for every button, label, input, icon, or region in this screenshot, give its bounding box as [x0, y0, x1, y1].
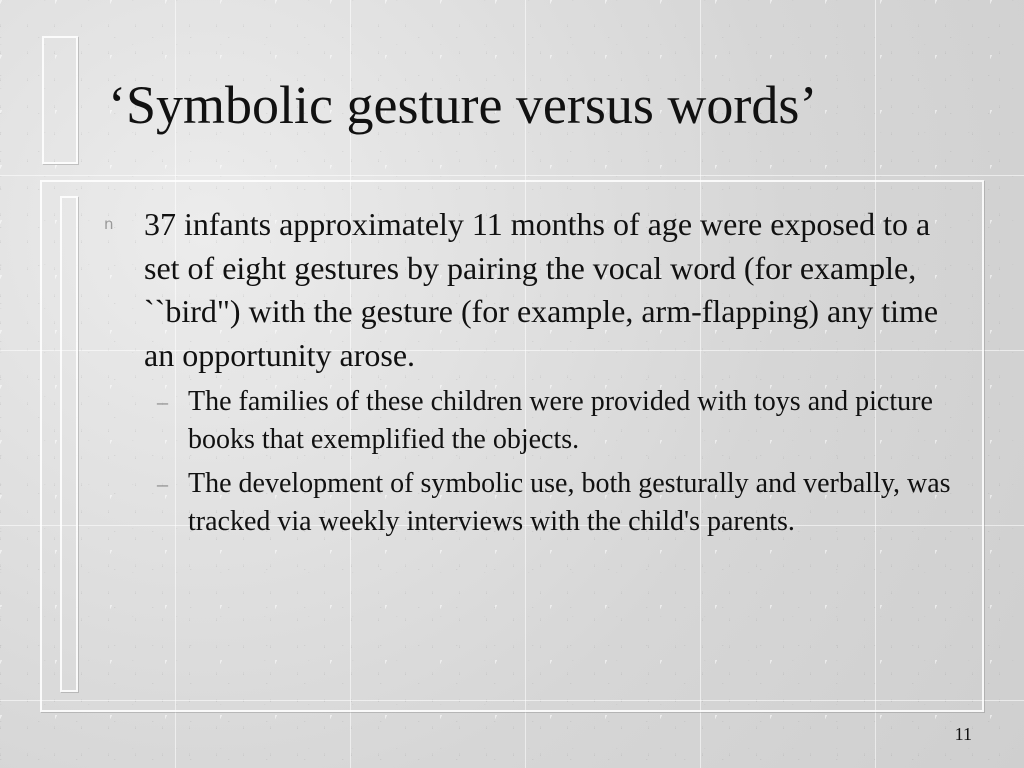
slide-page-number: 11	[954, 724, 972, 744]
bullet-marker: n	[104, 215, 114, 233]
bullet-item	[100, 203, 960, 377]
dash-marker: –	[157, 389, 168, 414]
slide-body	[100, 203, 960, 547]
content-bracket-frame	[60, 196, 78, 692]
dash-marker: –	[157, 471, 168, 496]
sub-bullet-text: The families of these children were provided with toys and picture books that exemplified the objects.	[188, 386, 933, 455]
sub-bullet-item	[100, 465, 960, 540]
sub-bullet-text: The development of symbolic use, both gesturally and verbally, was tracked via weekly interviews with the child's parents.	[188, 468, 951, 537]
sub-bullet-list	[100, 383, 960, 540]
sub-bullet-item	[100, 383, 960, 458]
texture-seam	[0, 175, 1024, 176]
title-bracket-frame	[42, 36, 78, 164]
bullet-text: 37 infants approximately 11 months of age were exposed to a set of eight gestures by pairing the vocal word (for example, ``bird") with the gesture (for example, arm-flapping) any time an opportunity arose.	[144, 206, 939, 373]
slide-title: ‘Symbolic gesture versus words’	[108, 75, 818, 135]
